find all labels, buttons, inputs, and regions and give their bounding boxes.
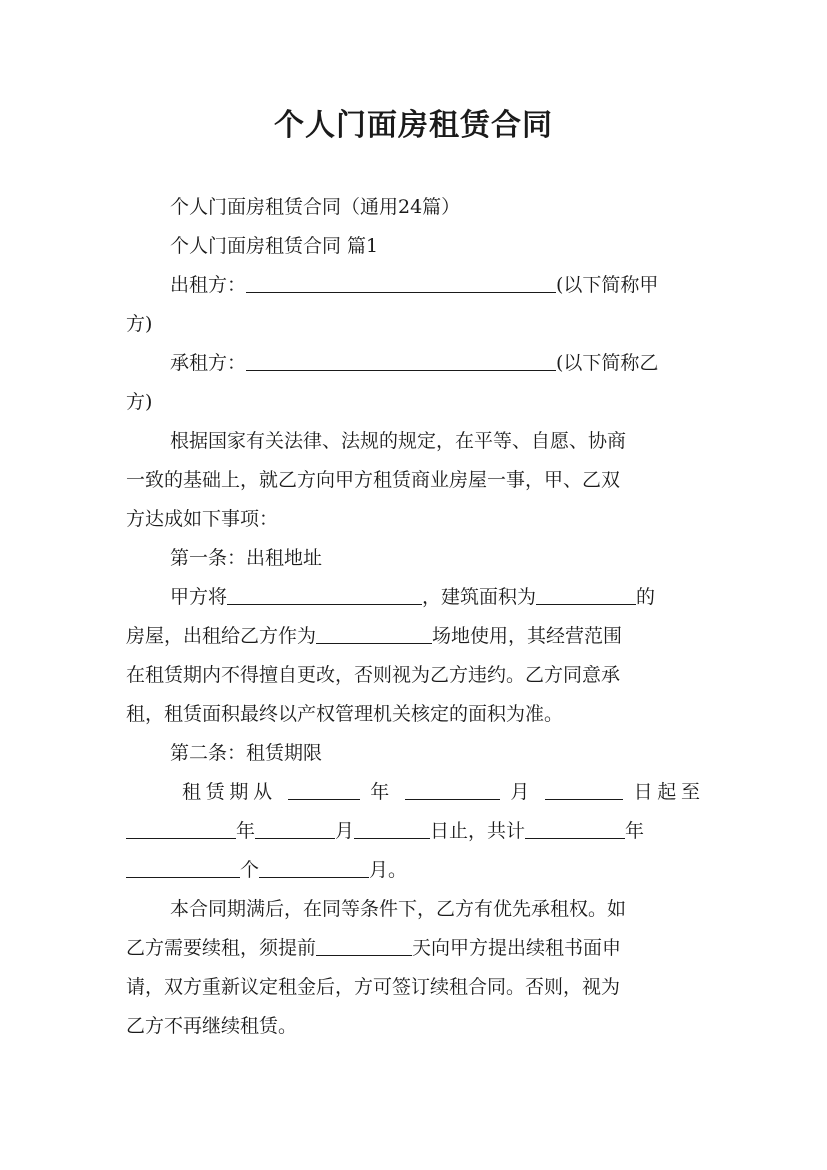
term-from: 租赁期从	[182, 781, 277, 803]
end-year-blank	[126, 818, 236, 839]
clause1-text-c: 的	[636, 586, 656, 608]
clause1-line-1	[126, 578, 700, 617]
preamble-line-2: 一致的基础上，就乙方向甲方租赁商业房屋一事，甲、乙双	[126, 469, 621, 491]
start-year-blank	[288, 779, 360, 800]
renew-line-1: 本合同期满后，在同等条件下，乙方有优先承租权。如	[170, 898, 627, 920]
lessor-suffix-cont: 方)	[126, 313, 153, 335]
term-day-end: 日止，共计	[430, 820, 526, 842]
lessor-blank	[246, 272, 556, 293]
lessee-line	[126, 344, 700, 383]
lessee-blank	[246, 350, 556, 371]
renew-text-b: 天向甲方提出续租书面申	[412, 937, 622, 959]
lessor-label: 出租方：	[170, 274, 247, 296]
lessor-line	[126, 266, 700, 305]
clause1-text-a: 甲方将	[170, 586, 228, 608]
clause1-text-b: ，建筑面积为	[422, 586, 537, 608]
area-blank	[536, 584, 636, 605]
renew-text-a: 乙方需要续租，须提前	[126, 937, 317, 959]
clause1-line-3: 在租赁期内不得擅自更改，否则视为乙方违约。乙方同意承	[126, 664, 621, 686]
total-ge-blank	[126, 857, 240, 878]
term-year-2: 年	[236, 820, 256, 842]
lessor-suffix: (以下简称甲	[556, 274, 659, 296]
notice-days-blank	[316, 935, 412, 956]
term-month-end: 月。	[369, 859, 408, 881]
term-line-2	[126, 812, 700, 851]
term-line-3	[126, 851, 700, 890]
term-line-1	[126, 773, 700, 812]
preamble-line-3: 方达成如下事项：	[126, 508, 279, 530]
lessee-suffix-cont: 方)	[126, 391, 153, 413]
start-month-blank	[405, 779, 500, 800]
total-month-blank	[259, 857, 369, 878]
page-title: 个人门面房租赁合同	[274, 108, 553, 143]
renew-line-3: 请，双方重新议定租金后，方可签订续租合同。否则，视为	[126, 976, 621, 998]
article-heading: 个人门面房租赁合同 篇1	[170, 235, 379, 257]
clause1-line-4: 租，租赁面积最终以产权管理机关核定的面积为准。	[126, 703, 564, 725]
lessee-suffix: (以下简称乙	[556, 352, 659, 374]
renew-line-2	[126, 929, 700, 968]
total-year-blank	[525, 818, 625, 839]
clause1-text-d: 房屋，出租给乙方作为	[126, 625, 317, 647]
term-day-to: 日起至	[633, 781, 700, 803]
usage-blank	[316, 623, 432, 644]
clause1-text-e: 场地使用，其经营范围	[432, 625, 623, 647]
clause1-heading: 第一条：出租地址	[170, 547, 323, 569]
address-blank	[227, 584, 422, 605]
start-day-blank	[545, 779, 623, 800]
lessee-label: 承租方：	[170, 352, 247, 374]
clause1-line-2	[126, 617, 700, 656]
term-year-3: 年	[625, 820, 645, 842]
term-ge: 个	[240, 859, 260, 881]
term-month: 月	[510, 781, 535, 803]
renew-line-4: 乙方不再继续租赁。	[126, 1015, 298, 1037]
end-month-blank	[255, 818, 335, 839]
preamble-line-1: 根据国家有关法律、法规的规定，在平等、自愿、协商	[170, 430, 627, 452]
term-year: 年	[370, 781, 394, 803]
clause2-heading: 第二条：租赁期限	[170, 742, 323, 764]
document-body	[126, 188, 700, 1046]
end-day-blank	[354, 818, 430, 839]
term-month-2: 月	[335, 820, 355, 842]
subtitle: 个人门面房租赁合同（通用24篇）	[170, 196, 461, 218]
